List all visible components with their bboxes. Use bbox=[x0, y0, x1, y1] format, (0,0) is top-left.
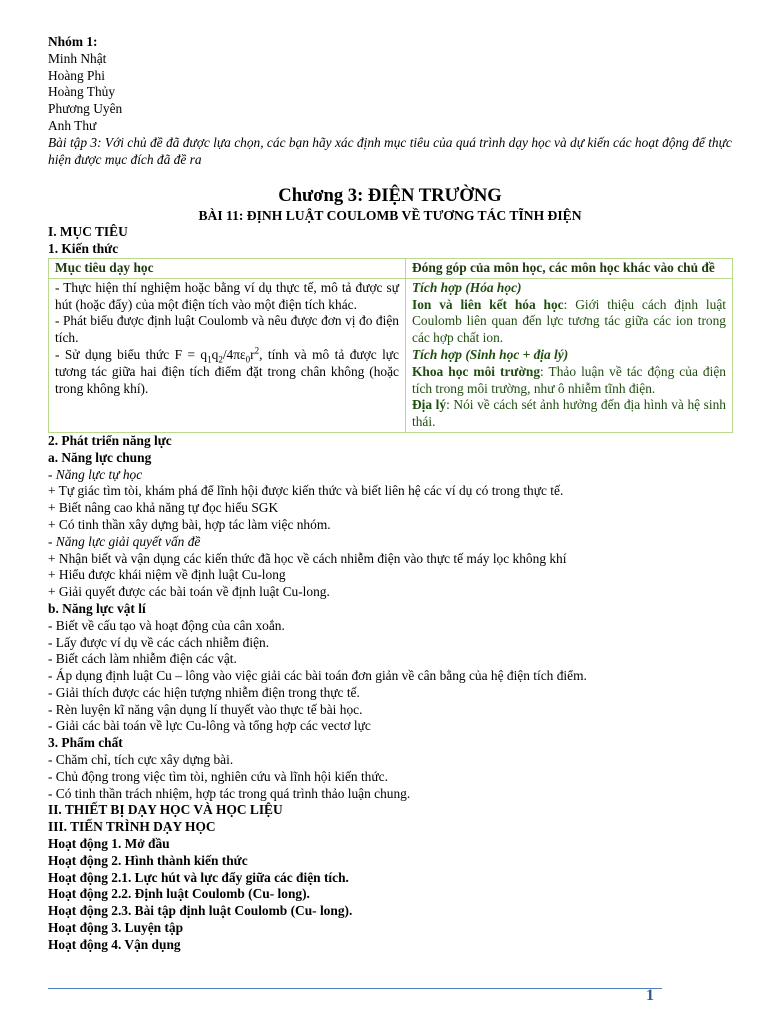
list-item: + Giải quyết được các bài toán về định luật Cu-long. bbox=[48, 584, 330, 600]
contribution-item: Ion và liên kết hóa học: Giới thiệu cách định luật Coulomb liên quan đến lực tương tác giữa các ion trong các hợp chất ion. bbox=[412, 296, 726, 346]
list-item: - Giải các bài toán về lực Cu-lông và tổng hợp các vectơ lực bbox=[48, 718, 371, 734]
subsection-general-competency: a. Năng lực chung bbox=[48, 449, 152, 465]
objective-item-formula: - Sử dụng biểu thức $F = q_1q_2/4\pi\varepsilon_0r^2$, tính và mô tả được lực tương tác giữa hai điện tích điểm đặt trong chân không (hoặc trong không khí). bbox=[55, 345, 400, 396]
contribution-item: Khoa học môi trường: Thảo luận về tác động của điện tích trong môi trường, như ô nhiễm tĩnh điện. bbox=[412, 363, 726, 396]
list-item: + Biết nâng cao khả năng tự đọc hiểu SGK bbox=[48, 500, 279, 516]
list-item: - Áp dụng định luật Cu – lông vào việc giải các bài toán đơn giản về cân bằng của hệ điện tích điểm. bbox=[48, 668, 587, 684]
list-title: - Năng lực giải quyết vấn đề bbox=[48, 533, 201, 549]
list-title: - Năng lực tự học bbox=[48, 466, 143, 482]
subsection-qualities: 3. Phẩm chất bbox=[48, 735, 123, 751]
subsection-competency: 2. Phát triển năng lực bbox=[48, 432, 172, 448]
chapter-title: Chương 3: ĐIỆN TRƯỜNG bbox=[278, 185, 502, 207]
list-item: - Biết về cấu tạo và hoạt động của cân xoắn. bbox=[48, 617, 285, 633]
section-heading-equipment: II. THIẾT BỊ DẠY HỌC VÀ HỌC LIỆU bbox=[48, 802, 283, 818]
group-member: Hoàng Thủy bbox=[48, 84, 116, 100]
objectives-cell bbox=[49, 278, 406, 432]
integration-heading-biology-geography: Tích hợp (Sinh học + địa lý) bbox=[412, 346, 569, 362]
group-member: Hoàng Phi bbox=[48, 67, 105, 83]
footer-divider bbox=[48, 988, 662, 989]
contribution-item: Địa lý: Nói về cách sét ảnh hưởng đến địa hình và hệ sinh thái. bbox=[412, 397, 726, 430]
list-item: + Tự giác tìm tòi, khám phá để lĩnh hội được kiến thức và biết liên hệ các ví dụ có trong thực tế. bbox=[48, 483, 564, 499]
list-item: - Giải thích được các hiện tượng nhiễm điện trong thực tế. bbox=[48, 684, 360, 700]
subsection-physics-competency: b. Năng lực vật lí bbox=[48, 600, 146, 616]
list-item: - Chủ động trong việc tìm tòi, nghiên cứu và lĩnh hội kiến thức. bbox=[48, 768, 388, 784]
list-item: - Có tinh thần trách nhiệm, hợp tác trong quá trình thảo luận chung. bbox=[48, 785, 411, 801]
integration-heading-chemistry: Tích hợp (Hóa học) bbox=[412, 279, 522, 295]
group-title: Nhóm 1: bbox=[48, 34, 98, 49]
table-header-left: Mục tiêu dạy học bbox=[49, 258, 406, 278]
activity-item: Hoạt động 2.1. Lực hút và lực đẩy giữa các điện tích. bbox=[48, 869, 349, 885]
lesson-title: BÀI 11: ĐỊNH LUẬT COULOMB VỀ TƯƠNG TÁC TĨNH ĐIỆN bbox=[198, 208, 582, 224]
table-header-right: Đóng góp của môn học, các môn học khác vào chủ đề bbox=[406, 258, 733, 278]
page-number: 1 bbox=[646, 987, 654, 1004]
list-item: + Có tinh thần xây dựng bài, hợp tác làm việc nhóm. bbox=[48, 516, 331, 532]
objective-item: - Thực hiện thí nghiệm hoặc bằng ví dụ thực tế, mô tả được sự hút (hoặc đẩy) của một điện tích vào một điện tích khác. bbox=[55, 279, 399, 312]
list-item: - Chăm chỉ, tích cực xây dựng bài. bbox=[48, 752, 234, 768]
activity-item: Hoạt động 1. Mở đầu bbox=[48, 836, 170, 852]
list-item: - Lấy được ví dụ về các cách nhiễm điện. bbox=[48, 634, 270, 650]
section-heading-objectives: I. MỤC TIÊU bbox=[48, 224, 128, 240]
activity-item: Hoạt động 2.2. Định luật Coulomb (Cu- long). bbox=[48, 886, 310, 902]
contributions-cell bbox=[406, 278, 733, 432]
objectives-table bbox=[48, 258, 733, 433]
objective-item: - Phát biểu được định luật Coulomb và nêu được đơn vị đo điện tích. bbox=[55, 313, 399, 346]
section-heading-process: III. TIẾN TRÌNH DẠY HỌC bbox=[48, 819, 216, 835]
exercise-text: Bài tập 3: Với chủ đề đã được lựa chọn, các bạn hãy xác định mục tiêu của quá trình dạy học và dự kiến các hoạt động để thực hiện được mục đích đã đề ra bbox=[48, 134, 732, 167]
group-member: Minh Nhật bbox=[48, 50, 107, 66]
list-item: + Hiểu được khái niệm về định luật Cu-long bbox=[48, 567, 286, 583]
table-header-row bbox=[49, 258, 733, 278]
activity-item: Hoạt động 2.3. Bài tập định luật Coulomb (Cu- long). bbox=[48, 903, 353, 919]
activity-item: Hoạt động 2. Hình thành kiến thức bbox=[48, 852, 248, 868]
activity-item: Hoạt động 4. Vận dụng bbox=[48, 936, 181, 952]
subsection-knowledge: 1. Kiến thức bbox=[48, 241, 119, 257]
document-page bbox=[48, 34, 732, 954]
activity-item: Hoạt động 3. Luyện tập bbox=[48, 920, 184, 936]
group-member: Phương Uyên bbox=[48, 101, 123, 117]
list-item: - Rèn luyện kĩ năng vận dụng lí thuyết vào thực tế bài học. bbox=[48, 701, 363, 717]
list-item: + Nhận biết và vận dụng các kiến thức đã học về cách nhiễm điện vào thực tế máy lọc không khí bbox=[48, 550, 567, 566]
table-row bbox=[49, 278, 733, 432]
group-member: Anh Thư bbox=[48, 117, 97, 133]
list-item: - Biết cách làm nhiễm điện các vật. bbox=[48, 651, 237, 667]
